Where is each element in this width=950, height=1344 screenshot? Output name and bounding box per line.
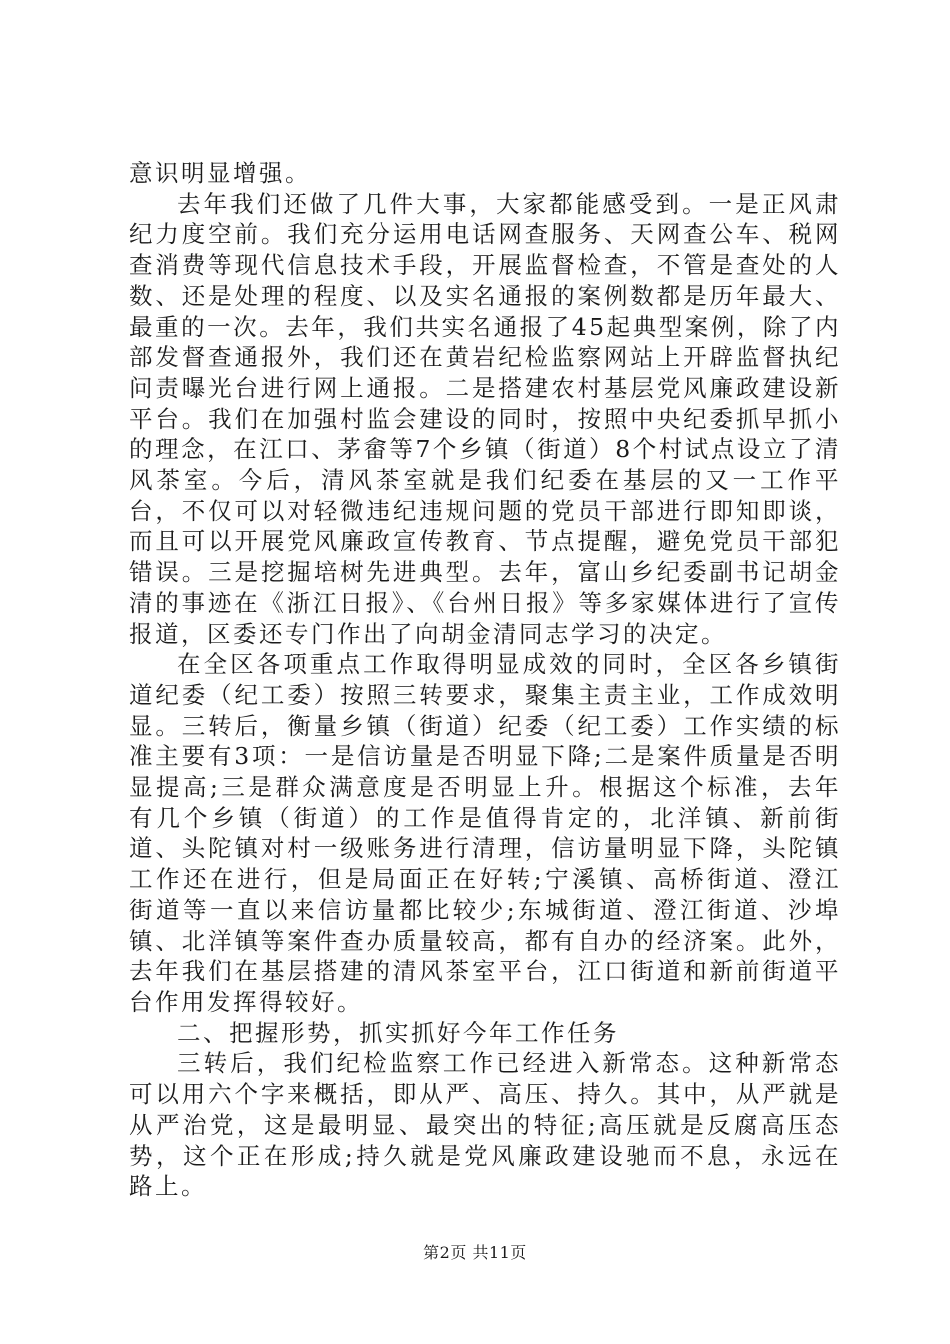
paragraph-township-results: 在全区各项重点工作取得明显成效的同时，全区各乡镇街道纪委（纪工委）按照三转要求，聚集主责主业，工作成效明显。三转后，衡量乡镇（街道）纪委（纪工委）工作实绩的标准主要有3项：一是信访量是否明显下降;二是案件质量是否明显提高;三是群众满意度是否明显上升。根据这个标准，去年有几个乡镇（街道）的工作是值得肯定的，北洋镇、新前街道、头陀镇对村一级账务进行清理，信访量明显下降，头陀镇工作还在进行，但是局面正在好转;宁溪镇、高桥街道、澄江街道等一直以来信访量都比较少;东城街道、澄江街道、沙埠镇、北洋镇等案件查办质量较高，都有自办的经济案。此外，去年我们在基层搭建的清风茶室平台，江口街道和新前街道平台作用发挥得较好。 <box>129 650 841 1016</box>
section-heading: 二、把握形势，抓实抓好今年工作任务 <box>177 1018 619 1047</box>
document-body <box>129 158 841 1202</box>
page-footer: 第2页 共11页 <box>423 1243 527 1262</box>
paragraph-last-year-achievements: 去年我们还做了几件大事，大家都能感受到。一是正风肃纪力度空前。我们充分运用电话网查服务、天网查公车、税网查消费等现代信息技术手段，开展监督检查，不管是查处的人数、还是处理的程度、以及实名通报的案例数都是历年最大、最重的一次。去年，我们共实名通报了45起典型案例，除了内部发督查通报外，我们还在黄岩纪检监察网站上开辟监督执纪问责曝光台进行网上通报。二是搭建农村基层党风廉政建设新平台。我们在加强村监会建设的同时，按照中央纪委抓早抓小的理念，在江口、茅畲等7个乡镇（街道）8个村试点设立了清风茶室。今后，清风茶室就是我们纪委在基层的又一工作平台，不仅可以对轻微违纪违规问题的党员干部进行即知即谈，而且可以开展党风廉政宣传教育、节点提醒，避免党员干部犯错误。三是挖掘培树先进典型。去年，富山乡纪委副书记胡金清的事迹在《浙江日报》、《台州日报》等多家媒体进行了宣传报道，区委还专门作出了向胡金清同志学习的决定。 <box>129 189 841 648</box>
paragraph-new-normal: 三转后，我们纪检监察工作已经进入新常态。这种新常态可以用六个字来概括，即从严、高压、持久。其中，从严就是从严治党，这是最明显、最突出的特征;高压就是反腐高压态势，这个正在形成;持久就是党风廉政建设驰而不息，永远在路上。 <box>129 1049 841 1201</box>
paragraph-continuation: 意识明显增强。 <box>129 159 311 187</box>
